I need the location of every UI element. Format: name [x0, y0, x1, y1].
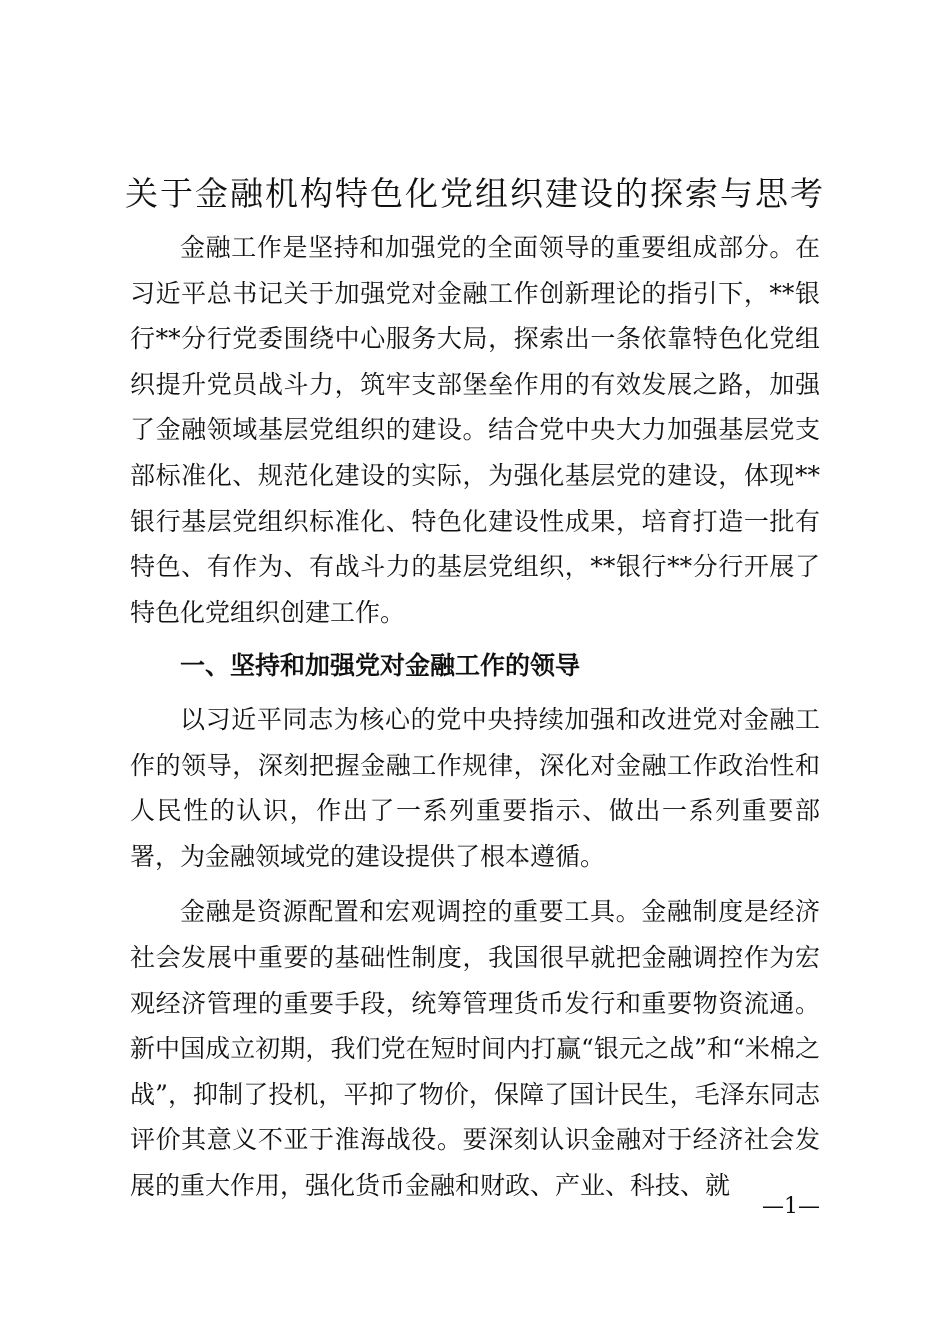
page-number: —1—: [762, 1194, 820, 1219]
document-body: [130, 225, 820, 1208]
document-title: 关于金融机构特色化党组织建设的探索与思考: [125, 174, 825, 213]
intro-paragraph: 金融工作是坚持和加强党的全面领导的重要组成部分。在习近平总书记关于加强党对金融工作创新理论的指引下，**银行**分行党委围绕中心服务大局，探索出一条依靠特色化党组织提升党员战斗力，筑牢支部堡垒作用的有效发展之路，加强了金融领域基层党组织的建设。结合党中央大力加强基层党支部标准化、规范化建设的实际，为强化基层党的建设，体现**银行基层党组织标准化、特色化建设性成果，培育打造一批有特色、有作为、有战斗力的基层党组织，**银行**分行开展了特色化党组织创建工作。: [130, 233, 820, 627]
section-heading: 一、坚持和加强党对金融工作的领导: [180, 651, 581, 681]
section-paragraph-2: 金融是资源配置和宏观调控的重要工具。金融制度是经济社会发展中重要的基础性制度，我国很早就把金融调控作为宏观经济管理的重要手段，统筹管理货币发行和重要物资流通。新中国成立初期，我们党在短时间内打赢“银元之战”和“米棉之战”，抑制了投机，平抑了物价，保障了国计民生，毛泽东同志评价其意义不亚于淮海战役。要深刻认识金融对于经济社会发展的重大作用，强化货币金融和财政、产业、科技、就: [130, 897, 820, 1200]
section-paragraph-1: 以习近平同志为核心的党中央持续加强和改进党对金融工作的领导，深刻把握金融工作规律，深化对金融工作政治性和人民性的认识，作出了一系列重要指示、做出一系列重要部署，为金融领域党的建设提供了根本遵循。: [130, 704, 820, 871]
